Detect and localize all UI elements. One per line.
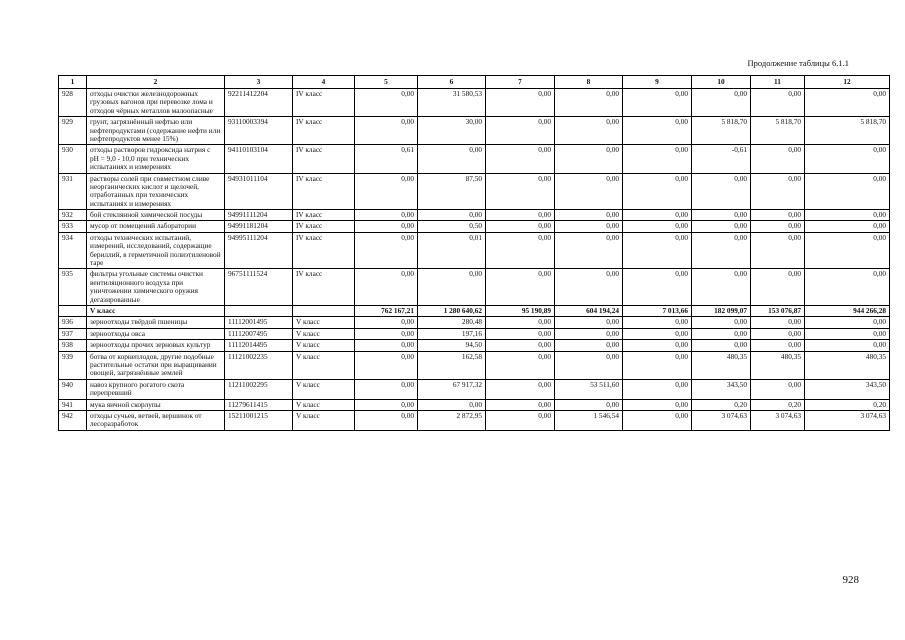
waste-name: фильтры угольные системы очистки вентиляционного воздуха при уничтожении химического оружия дегазированные <box>87 269 225 306</box>
value-cell: 0,00 <box>355 221 418 232</box>
value-cell: 1 546,54 <box>555 410 623 430</box>
table-row <box>59 269 890 306</box>
value-cell: 480,35 <box>751 351 805 379</box>
waste-name: мука яичной скорлупы <box>87 399 225 410</box>
row-number: 930 <box>59 145 87 173</box>
value-cell: 0,00 <box>805 232 890 269</box>
value-cell: 0,50 <box>418 221 486 232</box>
value-cell: 0,00 <box>805 340 890 351</box>
value-cell: 0,00 <box>805 210 890 221</box>
value-cell: 0,00 <box>623 317 692 328</box>
value-cell: 0,00 <box>555 317 623 328</box>
hazard-class: IV класс <box>293 269 355 306</box>
value-cell: 0,00 <box>355 379 418 399</box>
fkko-code: 96751111524 <box>225 269 293 306</box>
value-cell: 0,00 <box>355 89 418 117</box>
value-cell: 0,00 <box>751 89 805 117</box>
value-cell: 480,35 <box>692 351 751 379</box>
value-cell: 5 818,70 <box>692 117 751 145</box>
value-cell: 0,00 <box>555 269 623 306</box>
waste-name: зерноотходы прочих зерновых культур <box>87 340 225 351</box>
value-cell: 0,00 <box>751 210 805 221</box>
value-cell: 0,00 <box>355 317 418 328</box>
fkko-code: 94991111204 <box>225 210 293 221</box>
waste-name: отходы сучьев, ветвей, вершинок от лесоразработок <box>87 410 225 430</box>
value-cell: 0,00 <box>692 221 751 232</box>
column-header: 9 <box>623 76 692 89</box>
value-cell: 0,20 <box>751 399 805 410</box>
value-cell: 0,00 <box>418 399 486 410</box>
header-row <box>59 76 890 89</box>
value-cell: 0,00 <box>751 328 805 339</box>
hazard-class: IV класс <box>293 221 355 232</box>
value-cell: 162,58 <box>418 351 486 379</box>
fkko-code: 94991181204 <box>225 221 293 232</box>
hazard-class: IV класс <box>293 145 355 173</box>
value-cell: 0,00 <box>623 328 692 339</box>
value-cell: 67 917,32 <box>418 379 486 399</box>
value-cell: 0,00 <box>751 173 805 210</box>
row-number: 929 <box>59 117 87 145</box>
value-cell: 0,01 <box>418 232 486 269</box>
value-cell: 762 167,21 <box>355 305 418 316</box>
value-cell: 0,00 <box>623 399 692 410</box>
row-number <box>59 305 87 316</box>
column-header: 2 <box>87 76 225 89</box>
value-cell: 0,00 <box>692 340 751 351</box>
fkko-code: 11112014495 <box>225 340 293 351</box>
value-cell: 0,61 <box>355 145 418 173</box>
value-cell: 0,00 <box>623 269 692 306</box>
waste-name: зерноотходы твёрдой пшеницы <box>87 317 225 328</box>
table-row <box>59 410 890 430</box>
value-cell: 0,00 <box>486 89 555 117</box>
hazard-class: IV класс <box>293 232 355 269</box>
row-number: 928 <box>59 89 87 117</box>
class-subtotal-row <box>59 305 890 316</box>
table-row <box>59 340 890 351</box>
value-cell: 0,00 <box>623 173 692 210</box>
hazard-class: V класс <box>293 351 355 379</box>
value-cell: 2 872,95 <box>418 410 486 430</box>
value-cell: 1 280 640,62 <box>418 305 486 316</box>
value-cell: 3 074,63 <box>805 410 890 430</box>
value-cell: 280,48 <box>418 317 486 328</box>
fkko-code: 11112007495 <box>225 328 293 339</box>
value-cell: 0,00 <box>355 232 418 269</box>
value-cell: 0,00 <box>751 317 805 328</box>
hazard-class: V класс <box>293 317 355 328</box>
value-cell: 0,00 <box>555 145 623 173</box>
value-cell: 0,00 <box>623 221 692 232</box>
value-cell: 0,00 <box>555 173 623 210</box>
value-cell: 0,00 <box>555 221 623 232</box>
value-cell: 87,50 <box>418 173 486 210</box>
fkko-code <box>225 305 293 316</box>
value-cell: 0,00 <box>486 351 555 379</box>
table-row <box>59 328 890 339</box>
column-header: 6 <box>418 76 486 89</box>
value-cell: 0,00 <box>751 340 805 351</box>
row-number: 934 <box>59 232 87 269</box>
row-number: 938 <box>59 340 87 351</box>
value-cell: 0,00 <box>805 89 890 117</box>
value-cell: 0,00 <box>555 232 623 269</box>
value-cell: 0,00 <box>623 351 692 379</box>
value-cell: 0,00 <box>355 117 418 145</box>
value-cell: 0,00 <box>555 117 623 145</box>
value-cell: 0,00 <box>555 340 623 351</box>
value-cell: 0,00 <box>692 317 751 328</box>
fkko-code: 11112001495 <box>225 317 293 328</box>
value-cell: 0,00 <box>555 351 623 379</box>
table-row <box>59 173 890 210</box>
column-header: 5 <box>355 76 418 89</box>
row-number: 940 <box>59 379 87 399</box>
value-cell: 0,00 <box>805 328 890 339</box>
value-cell: 0,00 <box>805 221 890 232</box>
fkko-code: 11121002235 <box>225 351 293 379</box>
value-cell: 0,00 <box>692 89 751 117</box>
column-header: 1 <box>59 76 87 89</box>
fkko-code: 93110003394 <box>225 117 293 145</box>
table-row <box>59 145 890 173</box>
value-cell: 3 074,63 <box>692 410 751 430</box>
value-cell: 0,00 <box>355 340 418 351</box>
value-cell: 0,00 <box>751 379 805 399</box>
waste-table <box>58 75 890 431</box>
waste-name: ботва от корнеплодов, другие подобные растительные остатки при выращивании овощей, загрязнённые землей <box>87 351 225 379</box>
table-row <box>59 351 890 379</box>
waste-name: навоз крупного рогатого скота перепревший <box>87 379 225 399</box>
fkko-code: 94995111204 <box>225 232 293 269</box>
value-cell: 0,00 <box>751 269 805 306</box>
value-cell: 197,16 <box>418 328 486 339</box>
hazard-class: V класс <box>293 399 355 410</box>
value-cell: 0,00 <box>692 173 751 210</box>
value-cell: 0,00 <box>486 221 555 232</box>
row-number: 936 <box>59 317 87 328</box>
table-row <box>59 89 890 117</box>
value-cell: 0,00 <box>623 89 692 117</box>
value-cell: 0,00 <box>623 117 692 145</box>
value-cell: 0,00 <box>486 232 555 269</box>
value-cell: 153 076,87 <box>751 305 805 316</box>
value-cell: 0,00 <box>355 410 418 430</box>
row-number: 942 <box>59 410 87 430</box>
value-cell: 0,00 <box>623 145 692 173</box>
value-cell: 0,00 <box>751 221 805 232</box>
waste-name: отходы очистки железнодорожных грузовых вагонов при перевозке лома и отходов чёрных металлов малоопасные <box>87 89 225 117</box>
value-cell: 0,00 <box>623 410 692 430</box>
value-cell: 0,00 <box>355 269 418 306</box>
value-cell: 0,00 <box>486 379 555 399</box>
value-cell: 0,00 <box>555 399 623 410</box>
value-cell: 0,00 <box>623 379 692 399</box>
fkko-code: 94931011104 <box>225 173 293 210</box>
value-cell: 0,00 <box>355 351 418 379</box>
value-cell: 604 194,24 <box>555 305 623 316</box>
hazard-class: V класс <box>293 340 355 351</box>
hazard-class: V класс <box>293 379 355 399</box>
value-cell: 0,00 <box>418 145 486 173</box>
waste-name: мусор от помещений лаборатории <box>87 221 225 232</box>
value-cell: 0,00 <box>623 340 692 351</box>
fkko-code: 11211002295 <box>225 379 293 399</box>
fkko-code: 15211001215 <box>225 410 293 430</box>
value-cell: 0,00 <box>692 328 751 339</box>
column-header: 8 <box>555 76 623 89</box>
value-cell: 0,00 <box>355 399 418 410</box>
value-cell: 7 013,66 <box>623 305 692 316</box>
row-number: 931 <box>59 173 87 210</box>
value-cell: 31 580,53 <box>418 89 486 117</box>
table-row <box>59 379 890 399</box>
value-cell: 0,00 <box>692 210 751 221</box>
value-cell: 0,00 <box>692 232 751 269</box>
value-cell: 182 099,07 <box>692 305 751 316</box>
value-cell: 0,00 <box>555 328 623 339</box>
value-cell: 5 818,70 <box>805 117 890 145</box>
hazard-class: IV класс <box>293 117 355 145</box>
value-cell: 0,00 <box>623 210 692 221</box>
row-number: 941 <box>59 399 87 410</box>
value-cell: 0,00 <box>805 269 890 306</box>
value-cell: 0,00 <box>486 117 555 145</box>
table-row <box>59 399 890 410</box>
value-cell: 0,00 <box>805 173 890 210</box>
value-cell: 0,00 <box>486 399 555 410</box>
value-cell: 0,00 <box>555 210 623 221</box>
table-row <box>59 221 890 232</box>
waste-name: отходы растворов гидроксида натрия с pH = 9,0 - 10,0 при технических испытаниях и измерениях <box>87 145 225 173</box>
column-header: 12 <box>805 76 890 89</box>
hazard-class <box>293 305 355 316</box>
hazard-class: V класс <box>293 410 355 430</box>
value-cell: 0,00 <box>805 317 890 328</box>
hazard-class: IV класс <box>293 173 355 210</box>
value-cell: 0,00 <box>692 269 751 306</box>
value-cell: 0,00 <box>486 145 555 173</box>
table-continuation-caption: Продолжение таблицы 6.1.1 <box>747 58 849 68</box>
waste-name: зерноотходы овса <box>87 328 225 339</box>
hazard-class: IV класс <box>293 210 355 221</box>
value-cell: 0,20 <box>805 399 890 410</box>
value-cell: 0,00 <box>486 340 555 351</box>
column-header: 11 <box>751 76 805 89</box>
row-number: 933 <box>59 221 87 232</box>
hazard-class: V класс <box>293 328 355 339</box>
value-cell: 0,00 <box>486 328 555 339</box>
table-row <box>59 317 890 328</box>
value-cell: 0,00 <box>355 328 418 339</box>
value-cell: 0,00 <box>486 173 555 210</box>
row-number: 935 <box>59 269 87 306</box>
column-header: 3 <box>225 76 293 89</box>
column-header: 4 <box>293 76 355 89</box>
row-number: 939 <box>59 351 87 379</box>
value-cell: 0,00 <box>555 89 623 117</box>
fkko-code: 94110103104 <box>225 145 293 173</box>
value-cell: 3 074,63 <box>751 410 805 430</box>
waste-name: растворы солей при совместном сливе неорганических кислот и щелочей, отработанных при технических испытаниях и измерениях <box>87 173 225 210</box>
value-cell: 0,00 <box>418 210 486 221</box>
row-number: 932 <box>59 210 87 221</box>
value-cell: 0,00 <box>486 410 555 430</box>
value-cell: 0,00 <box>355 210 418 221</box>
row-number: 937 <box>59 328 87 339</box>
value-cell: 53 511,60 <box>555 379 623 399</box>
value-cell: 0,00 <box>751 145 805 173</box>
value-cell: 0,00 <box>805 145 890 173</box>
value-cell: 0,00 <box>355 173 418 210</box>
table-row <box>59 210 890 221</box>
value-cell: 0,20 <box>692 399 751 410</box>
value-cell: 0,00 <box>623 232 692 269</box>
value-cell: 0,00 <box>486 210 555 221</box>
value-cell: 5 818,70 <box>751 117 805 145</box>
value-cell: 94,50 <box>418 340 486 351</box>
waste-name: V класс <box>87 305 225 316</box>
value-cell: -0,61 <box>692 145 751 173</box>
value-cell: 944 266,28 <box>805 305 890 316</box>
value-cell: 0,00 <box>486 269 555 306</box>
value-cell: 95 190,89 <box>486 305 555 316</box>
waste-name: грунт, загрязнённый нефтью или нефтепродуктами (содержание нефти или нефтепродуктов менее 15%) <box>87 117 225 145</box>
value-cell: 343,50 <box>805 379 890 399</box>
hazard-class: IV класс <box>293 89 355 117</box>
page-number: 928 <box>842 574 859 586</box>
fkko-code: 11279611415 <box>225 399 293 410</box>
fkko-code: 92211412204 <box>225 89 293 117</box>
value-cell: 343,50 <box>692 379 751 399</box>
value-cell: 480,35 <box>805 351 890 379</box>
table-body <box>59 89 890 431</box>
waste-name: отходы технических испытаний, измерений, исследований, содержащие бериллий, в герметичной полиэтиленовой таре <box>87 232 225 269</box>
value-cell: 0,00 <box>751 232 805 269</box>
table-row <box>59 117 890 145</box>
value-cell: 30,00 <box>418 117 486 145</box>
table-row <box>59 232 890 269</box>
value-cell: 0,00 <box>486 317 555 328</box>
column-header: 7 <box>486 76 555 89</box>
column-header: 10 <box>692 76 751 89</box>
value-cell: 0,00 <box>418 269 486 306</box>
waste-name: бой стеклянной химической посуды <box>87 210 225 221</box>
